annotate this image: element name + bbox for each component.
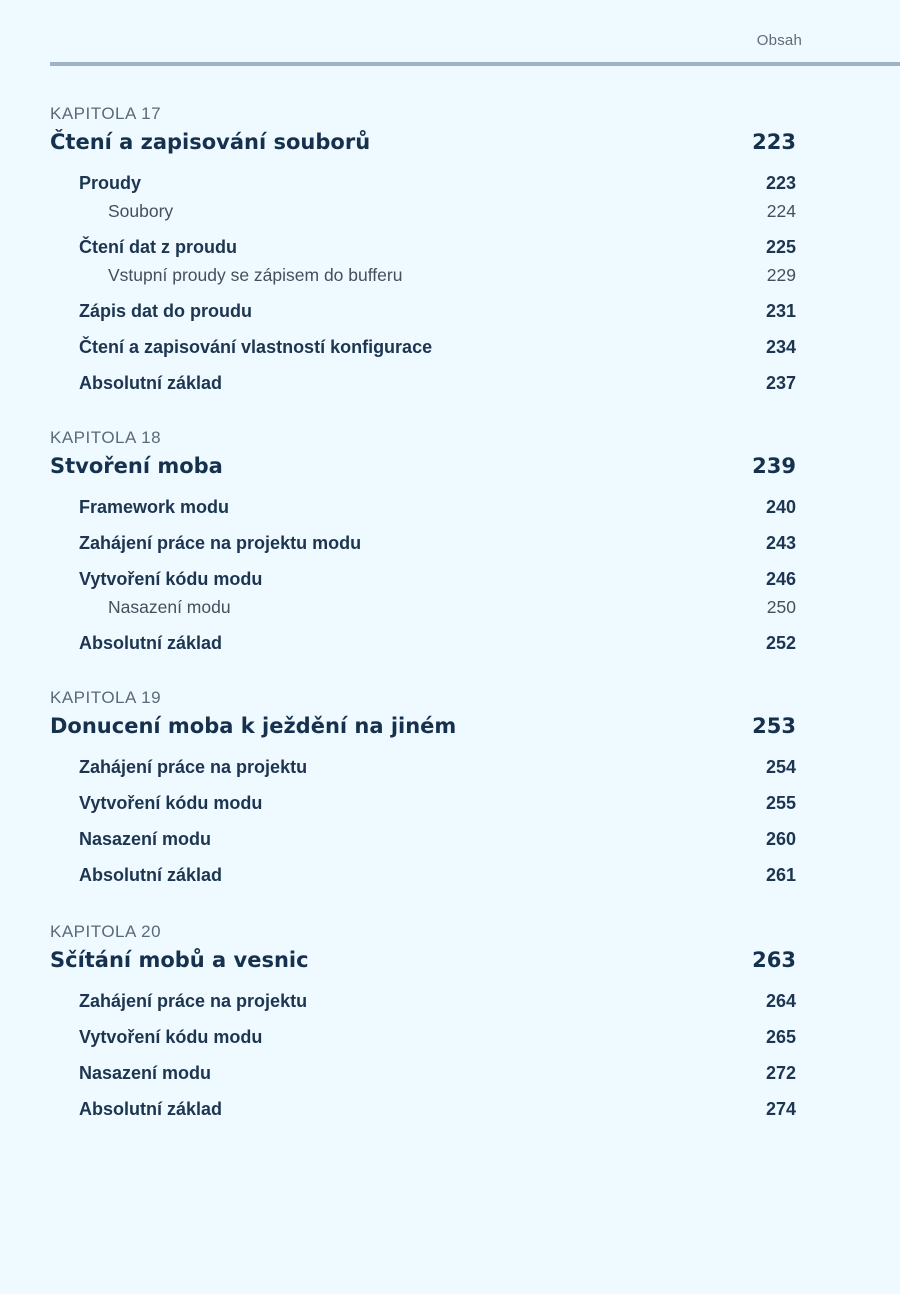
chapter-entries bbox=[50, 165, 800, 401]
entry-page-number: 243 bbox=[765, 533, 796, 553]
entry-title: Vstupní proudy se zápisem do bufferu bbox=[108, 265, 403, 285]
toc-subentry[interactable] bbox=[50, 197, 800, 225]
entry-page-number: 274 bbox=[765, 1099, 796, 1119]
entry-page-number: 265 bbox=[765, 1027, 796, 1047]
chapter-label: KAPITOLA 18 bbox=[50, 428, 162, 447]
chapter-entries bbox=[50, 489, 800, 661]
chapter-19 bbox=[50, 687, 800, 893]
chapter-entries bbox=[50, 749, 800, 893]
toc-entry[interactable] bbox=[50, 329, 800, 365]
toc-entry[interactable] bbox=[50, 749, 800, 785]
chapter-18 bbox=[50, 427, 800, 661]
toc-entry[interactable] bbox=[50, 625, 800, 661]
toc-entry[interactable] bbox=[50, 821, 800, 857]
chapter-label: KAPITOLA 17 bbox=[50, 104, 162, 123]
chapter-title: Čtení a zapisování souborů bbox=[50, 130, 371, 154]
chapter-title-row[interactable] bbox=[50, 125, 800, 159]
toc-entry[interactable] bbox=[50, 1091, 800, 1127]
entry-page-number: 254 bbox=[765, 757, 796, 777]
entry-page-number: 234 bbox=[765, 337, 796, 357]
chapter-page-number: 253 bbox=[752, 714, 796, 738]
toc-entry[interactable] bbox=[50, 293, 800, 329]
entry-title: Zahájení práce na projektu bbox=[79, 991, 308, 1011]
entry-title: Čtení a zapisování vlastností konfigurace bbox=[79, 337, 433, 357]
entry-page-number: 252 bbox=[765, 633, 796, 653]
toc-entry[interactable] bbox=[50, 165, 800, 201]
entry-page-number: 250 bbox=[766, 597, 796, 617]
entry-page-number: 246 bbox=[765, 569, 796, 589]
entry-page-number: 225 bbox=[765, 237, 796, 257]
toc-entry[interactable] bbox=[50, 1019, 800, 1055]
chapter-page-number: 223 bbox=[752, 130, 796, 154]
entry-title: Nasazení modu bbox=[108, 597, 231, 617]
toc-entry[interactable] bbox=[50, 525, 800, 561]
chapter-title: Sčítání mobů a vesnic bbox=[50, 948, 309, 972]
entry-title: Nasazení modu bbox=[79, 829, 212, 849]
chapter-title-row[interactable] bbox=[50, 709, 800, 743]
chapter-17 bbox=[50, 103, 800, 401]
toc-entry[interactable] bbox=[50, 365, 800, 401]
entry-page-number: 260 bbox=[765, 829, 796, 849]
entry-page-number: 224 bbox=[766, 201, 796, 221]
entry-page-number: 261 bbox=[765, 865, 796, 885]
entry-page-number: 223 bbox=[765, 173, 796, 193]
toc-subentry[interactable] bbox=[50, 593, 800, 621]
entry-title: Absolutní základ bbox=[79, 865, 223, 885]
toc-entry[interactable] bbox=[50, 983, 800, 1019]
chapter-title: Donucení moba k ježdění na jiném bbox=[50, 714, 457, 738]
entry-title: Zahájení práce na projektu bbox=[79, 757, 308, 777]
chapter-20 bbox=[50, 921, 800, 1127]
chapter-title: Stvoření moba bbox=[50, 454, 223, 478]
entry-page-number: 264 bbox=[765, 991, 796, 1011]
entry-page-number: 229 bbox=[766, 265, 796, 285]
chapter-label: KAPITOLA 20 bbox=[50, 922, 162, 941]
chapter-title-row[interactable] bbox=[50, 943, 800, 977]
entry-title: Zahájení práce na projektu modu bbox=[79, 533, 362, 553]
entry-title: Absolutní základ bbox=[79, 1099, 223, 1119]
toc-entry[interactable] bbox=[50, 229, 800, 265]
toc-entry[interactable] bbox=[50, 561, 800, 597]
chapter-entries bbox=[50, 983, 800, 1127]
entry-title: Absolutní základ bbox=[79, 373, 223, 393]
entry-title: Soubory bbox=[108, 201, 174, 221]
entry-title: Proudy bbox=[79, 173, 142, 193]
toc-entry[interactable] bbox=[50, 857, 800, 893]
toc-entry[interactable] bbox=[50, 489, 800, 525]
toc-entry[interactable] bbox=[50, 785, 800, 821]
entry-page-number: 255 bbox=[765, 793, 796, 813]
entry-page-number: 237 bbox=[765, 373, 796, 393]
entry-title: Zápis dat do proudu bbox=[79, 301, 252, 321]
entry-page-number: 272 bbox=[765, 1063, 796, 1083]
entry-title: Nasazení modu bbox=[79, 1063, 212, 1083]
chapter-label: KAPITOLA 19 bbox=[50, 688, 162, 707]
toc-subentry[interactable] bbox=[50, 261, 800, 289]
chapter-page-number: 263 bbox=[752, 948, 796, 972]
entry-title: Čtení dat z proudu bbox=[79, 237, 237, 257]
entry-title: Vytvoření kódu modu bbox=[79, 1027, 263, 1047]
entry-title: Framework modu bbox=[79, 497, 230, 517]
chapter-title-row[interactable] bbox=[50, 449, 800, 483]
header-rule bbox=[50, 62, 900, 66]
entry-title: Absolutní základ bbox=[79, 633, 223, 653]
entry-page-number: 240 bbox=[765, 497, 796, 517]
chapter-page-number: 239 bbox=[752, 454, 796, 478]
entry-page-number: 231 bbox=[765, 301, 796, 321]
entry-title: Vytvoření kódu modu bbox=[79, 569, 263, 589]
toc-entry[interactable] bbox=[50, 1055, 800, 1091]
running-head: Obsah bbox=[756, 32, 802, 49]
entry-title: Vytvoření kódu modu bbox=[79, 793, 263, 813]
